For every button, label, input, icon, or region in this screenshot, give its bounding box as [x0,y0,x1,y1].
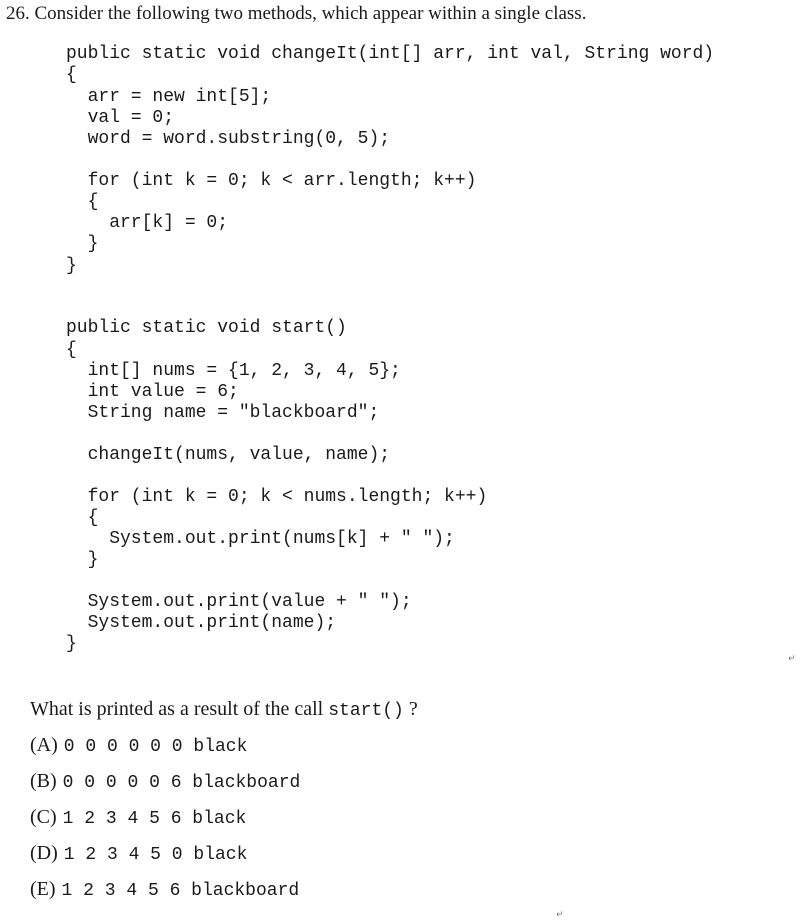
code-line: public static void changeIt(int[] arr, int val, String word) [66,44,715,64]
choice-answer: 1 2 3 4 5 6 black [62,809,247,829]
code-line: String name = "blackboard"; [66,403,380,423]
code-line: for (int k = 0; k < nums.length; k++) [66,487,488,507]
code-line: int[] nums = {1, 2, 3, 4, 5}; [66,361,401,381]
choice-letter: (D) [30,842,58,864]
code-line: changeIt(nums, value, name); [66,445,391,465]
choice-c[interactable] [30,805,246,831]
code-line: arr[k] = 0; [66,213,229,233]
code-line: } [66,634,77,654]
code-line: { [66,192,99,212]
return-mark-icon: ↵ [556,910,564,920]
choice-answer: 1 2 3 4 5 0 black [63,845,248,865]
choice-answer: 0 0 0 0 0 6 blackboard [62,773,301,793]
prompt-question-mark: ? [408,698,418,720]
code-line: } [66,256,77,276]
code-line: word = word.substring(0, 5); [66,129,391,149]
choice-letter: (E) [30,878,56,900]
question-prompt [30,697,418,723]
choice-letter: (A) [30,734,58,756]
choice-letter: (B) [30,770,57,792]
code-line: System.out.print(value + " "); [66,592,412,612]
choice-a[interactable] [30,733,247,759]
code-line: int value = 6; [66,382,239,402]
return-mark-icon: ↵ [788,654,796,664]
code-line: arr = new int[5]; [66,87,272,107]
prompt-text: What is printed as a result of the call [30,698,324,720]
choice-e[interactable] [30,877,299,903]
question-title: 26. Consider the following two methods, which appear within a single class. [6,3,587,24]
code-line: { [66,65,77,85]
code-line: } [66,550,99,570]
choice-answer: 1 2 3 4 5 6 blackboard [61,881,300,901]
code-line: val = 0; [66,108,175,128]
code-line: public static void start() [66,318,347,338]
code-line: System.out.print(nums[k] + " "); [66,529,455,549]
code-line: { [66,508,99,528]
prompt-call: start() [328,701,404,721]
choice-letter: (C) [30,806,57,828]
code-line: System.out.print(name); [66,613,337,633]
code-line: { [66,340,77,360]
choice-d[interactable] [30,841,247,867]
choice-b[interactable] [30,769,300,795]
code-line: } [66,234,99,254]
choice-answer: 0 0 0 0 0 0 black [63,737,248,757]
code-line: for (int k = 0; k < arr.length; k++) [66,171,477,191]
